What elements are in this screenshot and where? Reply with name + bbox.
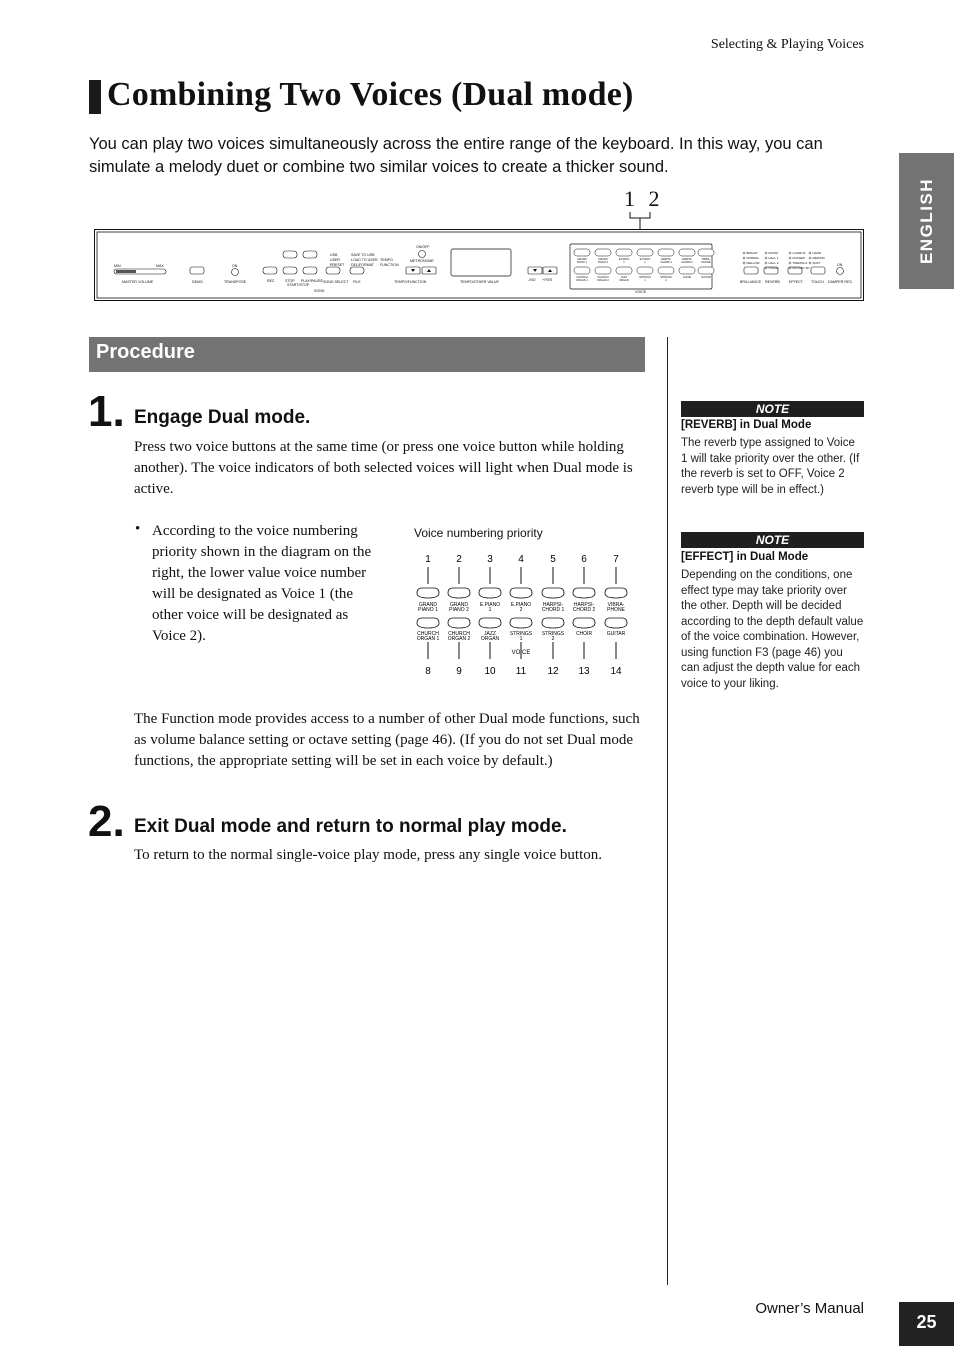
panel-bottom-voice-button[interactable]: [616, 267, 632, 274]
panel-top-voice-label: CHORD 2: [681, 261, 693, 264]
panel-top-voice-label: PIANO 2: [597, 261, 609, 264]
panel-max-label: MAX: [156, 264, 164, 268]
panel-tempo-other-value-label: TEMPO/OTHER VALUE: [460, 280, 499, 284]
panel-song-label: SONG: [314, 289, 325, 293]
bottom-voice-label: CHURCH: [417, 631, 439, 637]
panel-bottom-voice-label: CHURCH: [597, 276, 609, 279]
note-2-text: Depending on the conditions, one effect type may take priority over the other. Depth will be decided according to the depth default value of the voice combination. However, using function F3 (page 46) you can adjust the depth value for each voice to your liking.: [681, 569, 864, 690]
running-head: Selecting & Playing Voices: [710, 37, 864, 52]
panel-top-voice-label: 1: [623, 261, 625, 264]
panel-usb-label: USB: [330, 253, 338, 257]
panel-bottom-voice-button[interactable]: [698, 267, 714, 274]
panel-top-voice-label: GRAND: [577, 258, 587, 261]
panel-top-voice-button[interactable]: [574, 249, 590, 256]
note-1-text: The reverb type assigned to Voice 1 will take priority over the other. (If the reverb is set to OFF, Voice 2 reverb type will be in effect.): [681, 437, 860, 496]
top-voice-label: CHORD 2: [572, 607, 596, 613]
top-number-5: 5: [550, 554, 556, 565]
brilliance-option-label: MELLOW: [746, 261, 760, 265]
effect-option-label: ROTARY SP: [792, 266, 810, 270]
brilliance-option-label: BRIGHT: [746, 251, 758, 255]
bottom-voice-label: STRINGS: [509, 631, 533, 637]
panel-yes-label: +/YES: [542, 278, 553, 282]
bottom-number-10: 10: [484, 666, 496, 677]
panel-save-to-usb-label: SAVE TO USB: [351, 253, 375, 257]
panel-bottom-voice-label: ORGAN 1: [576, 279, 588, 282]
top-voice-label: CHORD 1: [541, 607, 565, 613]
panel-bottom-voice-button[interactable]: [595, 267, 611, 274]
step-1-number: 1.: [88, 387, 125, 436]
column-divider: [667, 337, 668, 1285]
panel-bottom-voice-label: CHOIR: [682, 276, 692, 279]
bottom-voice-button[interactable]: [605, 618, 627, 628]
function-mode-paragraph: The Function mode provides access to a number of other Dual mode functions, such as volume balance setting or octave setting (page 46). (If you do not set Dual mode functions, the appropriate setting will be set in each voice by default.): [134, 711, 640, 769]
top-voice-button[interactable]: [417, 588, 439, 598]
top-voice-label: GRAND: [418, 602, 438, 608]
top-voice-label: E.PIANO: [510, 602, 532, 608]
panel-function-label: FUNCTION: [380, 263, 399, 267]
bottom-voice-button[interactable]: [448, 618, 470, 628]
panel-on-label: ON: [232, 264, 238, 268]
panel-song-select-label: SONG SELECT: [323, 280, 349, 284]
page-title: Combining Two Voices (Dual mode): [107, 76, 634, 113]
bottom-number-8: 8: [425, 666, 431, 677]
top-voice-button[interactable]: [573, 588, 595, 598]
bottom-voice-label: CHURCH: [448, 631, 470, 637]
panel-top-voice-label: CHORD 1: [660, 261, 672, 264]
top-voice-label: 2: [519, 607, 523, 613]
panel-bottom-voice-label: 1: [644, 279, 646, 282]
language-tab: [899, 153, 954, 289]
bottom-voice-label: ORGAN 1: [416, 636, 440, 642]
panel-top-voice-button[interactable]: [616, 249, 632, 256]
panel-metronome-label: METRONOME: [410, 259, 434, 263]
panel-bottom-voice-button[interactable]: [658, 267, 674, 274]
touch-option-label: MEDIUM: [812, 256, 825, 260]
brilliance-option-label: NORMAL: [746, 256, 760, 260]
bottom-voice-label: ORGAN 2: [447, 636, 471, 642]
top-voice-label: PIANO 2: [449, 607, 469, 613]
step-2-body: To return to the normal single-voice play mode, press any single voice button.: [134, 847, 603, 863]
reverb-option-label: HALL 1: [768, 256, 779, 260]
top-voice-button[interactable]: [542, 588, 564, 598]
panel-stop-label: STOP: [285, 279, 295, 283]
panel-master-volume-label: MASTER VOLUME: [122, 280, 154, 284]
top-voice-label: VIBRA-: [607, 602, 625, 608]
panel-damper-on-label: ON: [837, 263, 843, 267]
effect-option-label: TREMOLO: [792, 261, 808, 265]
top-voice-label: HARPSI-: [542, 602, 564, 608]
top-voice-button[interactable]: [479, 588, 501, 598]
panel-user-label: USER: [330, 258, 340, 262]
top-voice-button[interactable]: [510, 588, 532, 598]
panel-start-stop-label: START/STOP: [287, 283, 310, 287]
panel-reverb-label: REVERB: [765, 280, 780, 284]
step-2-title: Exit Dual mode and return to normal play mode.: [134, 816, 567, 837]
reverb-option-label: HALL 2: [768, 261, 779, 265]
panel-top-voice-label: 2: [644, 261, 646, 264]
bottom-voice-button[interactable]: [573, 618, 595, 628]
panel-no-label: -/NO: [528, 278, 536, 282]
panel-del-format-label: DEL/FORMAT: [351, 263, 374, 267]
voice-priority-diagram: [408, 546, 638, 681]
note-2-label: NOTE: [681, 532, 864, 548]
panel-top-voice-button[interactable]: [658, 249, 674, 256]
procedure-heading-bar: [89, 337, 645, 372]
panel-top-voice-button[interactable]: [679, 249, 695, 256]
top-voice-button[interactable]: [605, 588, 627, 598]
bottom-voice-label: 1: [519, 636, 523, 642]
panel-effect-label: EFFECT: [789, 280, 803, 284]
panel-min-label: MIN: [114, 264, 121, 268]
top-number-3: 3: [487, 554, 493, 565]
top-voice-label: PIANO 1: [418, 607, 438, 613]
note-1-label: NOTE: [681, 401, 864, 417]
step-1-title: Engage Dual mode.: [134, 407, 311, 428]
panel-top-voice-button[interactable]: [698, 249, 714, 256]
bottom-number-14: 14: [610, 666, 622, 677]
panel-callout-numbers: 1 2: [624, 186, 664, 211]
panel-touch-label: TOUCH: [811, 280, 824, 284]
panel-top-voice-label: HARPSI-: [681, 258, 693, 261]
panel-bottom-voice-button[interactable]: [637, 267, 653, 274]
step-2-number: 2.: [88, 797, 125, 846]
footer-label: Owner’s Manual: [755, 1300, 864, 1317]
panel-bottom-voice-label: JAZZ: [620, 276, 628, 279]
top-number-6: 6: [581, 554, 587, 565]
panel-top-voice-label: E.PIANO: [618, 258, 630, 261]
master-volume-fill: [116, 270, 136, 273]
panel-demo-label: DEMO: [192, 280, 203, 284]
bottom-voice-label: 2: [551, 636, 555, 642]
reverb-option-label: STAGE: [768, 266, 779, 270]
panel-bottom-voice-label: 2: [665, 279, 667, 282]
title-bar-mark: [89, 80, 101, 114]
top-voice-label: 1: [488, 607, 492, 613]
bottom-voice-button[interactable]: [417, 618, 439, 628]
reverb-option-label: ROOM: [768, 251, 778, 255]
panel-preset-label: PRESET: [330, 263, 345, 267]
bottom-voice-label: ORGAN: [480, 636, 500, 642]
bottom-number-9: 9: [456, 666, 462, 677]
panel-bottom-voice-label: STRINGS: [660, 276, 672, 279]
top-voice-label: GRAND: [449, 602, 469, 608]
bottom-voice-button[interactable]: [479, 618, 501, 628]
panel-rec-label: REC: [267, 279, 275, 283]
panel-bottom-voice-label: ORGAN: [619, 279, 629, 282]
bullet-dot: •: [135, 521, 141, 537]
effect-option-label: PHASER: [792, 256, 805, 260]
instrument-panel-diagram: [94, 229, 864, 301]
panel-on-off-label: ON/OFF: [416, 245, 430, 249]
top-voice-label: PHONE: [607, 607, 625, 613]
note-2-title: [EFFECT] in Dual Mode: [681, 551, 809, 563]
intro-paragraph: You can play two voices simultaneously across the entire range of the keyboard. In this way, you can simulate a melody duet or combine two similar voices to create a thicker sound.: [89, 135, 823, 176]
panel-play-pause-label: PLAY/PAUSE: [301, 279, 323, 283]
procedure-heading: Procedure: [96, 341, 195, 363]
panel-tempo-function-label: TEMPO/FUNCTION: [394, 280, 427, 284]
top-number-2: 2: [456, 554, 462, 565]
bottom-number-12: 12: [547, 666, 559, 677]
panel-damper-res-label: DAMPER RES.: [828, 280, 853, 284]
panel-bottom-voice-label: CHURCH: [576, 276, 588, 279]
panel-top-voice-label: VIBRA-: [701, 258, 711, 261]
note-1-title: [REVERB] in Dual Mode: [681, 419, 812, 431]
bottom-voice-button[interactable]: [510, 618, 532, 628]
panel-top-voice-label: HARPSI-: [660, 258, 672, 261]
page-number: 25: [916, 1312, 937, 1332]
bottom-voice-button[interactable]: [542, 618, 564, 628]
top-number-4: 4: [518, 554, 524, 565]
panel-transpose-label: TRANSPOSE: [224, 280, 247, 284]
page-number-box: [899, 1302, 954, 1346]
top-number-1: 1: [425, 554, 431, 565]
panel-bottom-voice-label: STRINGS: [639, 276, 651, 279]
panel-file-label: FILE: [353, 280, 361, 284]
bottom-voice-label: STRINGS: [541, 631, 565, 637]
panel-top-voice-label: PHONE: [701, 261, 711, 264]
panel-tempo-label: TEMPO: [380, 258, 393, 262]
bottom-voice-label: GUITAR: [606, 631, 626, 637]
diagram-caption: Voice numbering priority: [414, 526, 543, 540]
diagram-voice-label: VOICE: [511, 650, 531, 656]
bottom-voice-label: CHOIR: [575, 631, 593, 637]
bottom-number-13: 13: [578, 666, 590, 677]
panel-top-voice-label: PIANO 1: [576, 261, 588, 264]
bottom-voice-label: JAZZ: [484, 631, 496, 637]
panel-bottom-voice-button[interactable]: [574, 267, 590, 274]
panel-top-voice-label: E.PIANO: [639, 258, 651, 261]
panel-top-voice-label: GRAND: [598, 258, 608, 261]
touch-option-label: HARD: [812, 251, 822, 255]
panel-top-voice-button[interactable]: [637, 249, 653, 256]
top-voice-label: HARPSI-: [573, 602, 595, 608]
panel-load-to-user-label: LOAD TO USER: [351, 258, 378, 262]
touch-option-label: SOFT: [812, 261, 821, 265]
panel-voice-label: VOICE: [635, 290, 647, 294]
effect-option-label: CHORUS: [792, 251, 806, 255]
language-tab-label: ENGLISH: [916, 177, 936, 265]
top-voice-button[interactable]: [448, 588, 470, 598]
top-voice-label: E.PIANO: [479, 602, 501, 608]
panel-bottom-voice-label: ORGAN 2: [597, 279, 609, 282]
bottom-number-11: 11: [515, 666, 527, 677]
panel-bottom-voice-button[interactable]: [679, 267, 695, 274]
bullet-text: According to the voice numbering priority shown in the diagram on the right, the lower value voice number will be designated as Voice 1 (the other voice will be designated as Voice 2).: [152, 523, 372, 644]
panel-brilliance-label: BRILLIANCE: [740, 280, 761, 284]
top-number-7: 7: [613, 554, 619, 565]
panel-top-voice-button[interactable]: [595, 249, 611, 256]
panel-bottom-voice-label: GUITAR: [701, 276, 711, 279]
step-1-body: Press two voice buttons at the same time (or press one voice button while holding another). The voice indicators of both selected voices will light when Dual mode is active.: [134, 439, 633, 497]
